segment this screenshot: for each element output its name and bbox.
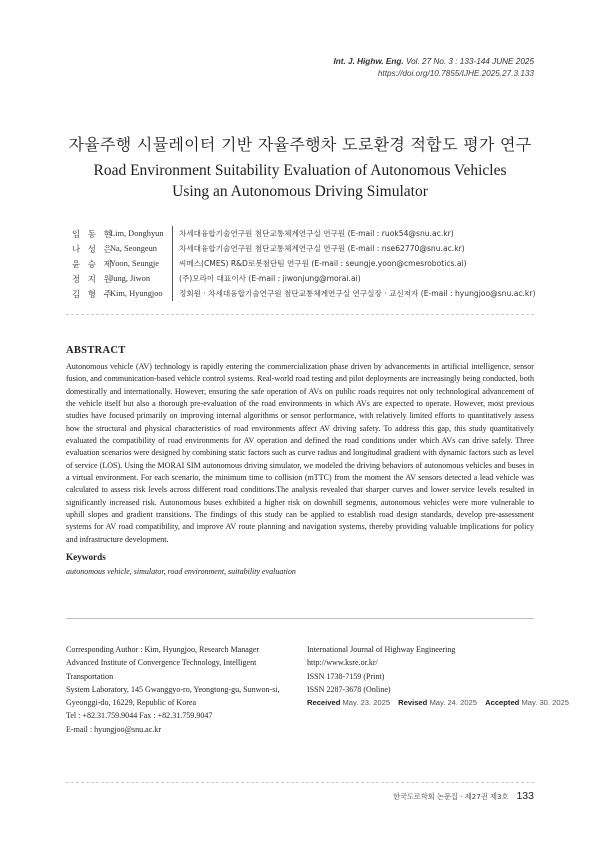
author-affiliation: 차세대융합기술연구원 첨단교통체계연구실 연구원 (E-mail : ruok54@snu.ac.kr) [172,226,454,241]
received-date: May. 23. 2025 [342,698,391,708]
english-title-line-1: Road Environment Suitability Evaluation of Autonomous Vehicles [93,162,507,179]
correspondence-email: E-mail : hyungjoo@snu.ac.kr [66,724,162,734]
journal-info-block [307,643,569,709]
english-title-line-2: Using an Autonomous Driving Simulator [172,183,428,200]
journal-citation [333,56,534,80]
keywords-heading: Keywords [66,552,106,562]
author-korean-name: 윤 승 제 [72,258,115,269]
author-row [72,256,552,271]
doi-link[interactable]: https://doi.org/10.7855/IJHE.2025.27.3.133 [377,69,534,78]
history-dates [307,696,569,709]
keywords-text: autonomous vehicle, simulator, road environment, suitability evaluation [66,567,296,576]
issn-print: ISSN 1738-7159 (Print) [307,671,385,681]
revised-label: Revised [398,698,428,708]
author-affiliation: 씨메스(CMES) R&D로봇첨단팀 연구원 (E-mail : seungje.yoon@cmesrobotics.ai) [172,256,467,271]
journal-url[interactable]: http://www.ksre.or.kr/ [307,658,378,668]
journal-name: International Journal of Highway Engineering [307,645,456,654]
section-divider [66,314,534,315]
issn-online: ISSN 2287-3678 (Online) [307,684,391,694]
author-english-name: Kim, Hyungjoo [110,289,163,298]
correspondence-block [66,643,302,736]
author-row [72,286,552,301]
author-english-name: Na, Seongeun [110,244,157,253]
author-affiliation: 정회원 · 차세대융합기술연구원 첨단교통체계연구실 연구실장 · 교신저자 (E-mail : hyungjoo@snu.ac.kr) [172,286,535,301]
abstract-text: Autonomous vehicle (AV) technology is rapidly entering the commercialization phase driven by advancements in artificial intelligence, sensor fusion, and communication-based vehicle control systems. Real-world road testing and pilot deployments are increasingly being conducted, both domestically and internationally. However, ensuring the safe operation of AVs on public roads requires not only technological advancement of the vehicle itself but also a thorough pre-evaluation of the road environments in which AVs are expected to operate. However, most previous studies have focused primarily on improving internal algorithms or sensor performance, with relatively limited efforts to quantitatively assess how the structural and physical characteristics of road environments affect AV driving safety. To address this gap, this study quantitatively evaluated the compatibility of road environments for AV operation and defined the road conditions under which AVs can drive safely. Three evaluation scenarios were designed by combining static factors such as curve radius and longitudinal gradient with dynamic factors such as level of service (LOS). Using the MORAI SIM autonomous driving simulator, we modeled the driving behaviors of autonomous vehicles and buses in a virtual environment. For each scenario, the minimum time to collision (mTTC) from the moment the AV sensors detected a lead vehicle was calculated to assess risk levels across different road conditions.The analysis revealed that sharper curves and lower service levels resulted in significantly increased risk. Autonomous buses exhibited a higher risk on downhill segments, autonomous vehicles were more vulnerable to uphill slopes and gradient transitions. The findings of this study can be applied to establish road design standards, develop pre-assessment systems for AV road compatibility, and improve AV route planning and navigation systems, thereby providing valuable implications for policy and infrastructure development. [66,362,534,544]
correspondence-line: Advanced Institute of Convergence Technology, Intelligent Transportation [66,658,257,681]
footer-journal: 한국도로학회 논문집 · 제27권 제3호 [393,792,509,801]
author-affiliation: 차세대융합기술연구원 첨단교통체계연구실 연구원 (E-mail : nse62770@snu.ac.kr) [172,241,465,256]
author-korean-name: 나 성 은 [72,243,115,254]
korean-title: 자율주행 시뮬레이터 기반 자율주행차 도로환경 적합도 평가 연구 [68,135,532,154]
revised-date: May. 24. 2025 [429,698,477,708]
abstract-heading: ABSTRACT [66,345,126,356]
page-number: 133 [516,790,534,802]
correspondence-line: Tel : +82.31.759.9044 Fax : +82.31.759.9047 [66,711,213,721]
author-row [72,241,552,256]
journal-abbreviation: Int. J. Highw. Eng. [333,57,404,66]
author-korean-name: 김 형 주 [72,288,115,299]
received-label: Received [307,698,341,708]
footnote-divider [66,618,534,619]
correspondence-line: System Laboratory, 145 Gwanggyo-ro, Yeongtong-gu, Sunwon-si, [66,684,280,694]
author-row [72,226,552,241]
author-list [72,226,552,301]
footer-divider [66,782,534,783]
author-korean-name: 임 동 현 [72,228,115,239]
accepted-label: Accepted [485,698,520,708]
author-english-name: Yoon, Seungje [110,259,159,268]
correspondence-line: Corresponding Author : Kim, Hyungjoo, Research Manager [66,645,260,654]
author-english-name: Jung, Jiwon [110,274,151,283]
author-korean-name: 정 지 원 [72,273,115,284]
correspondence-line: Gyeonggi-do, 16229, Republic of Korea [66,698,197,708]
author-english-name: Lim, Donghyun [110,229,164,238]
english-title [0,160,600,202]
journal-issue: Vol. 27 No. 3 : 133-144 JUNE 2025 [405,57,534,66]
accepted-date: May. 30. 2025 [521,698,569,708]
page-footer [393,790,534,802]
author-affiliation: (주)모라이 대표이사 (E-mail : jiwonjung@morai.ai) [172,271,361,286]
author-row [72,271,552,286]
